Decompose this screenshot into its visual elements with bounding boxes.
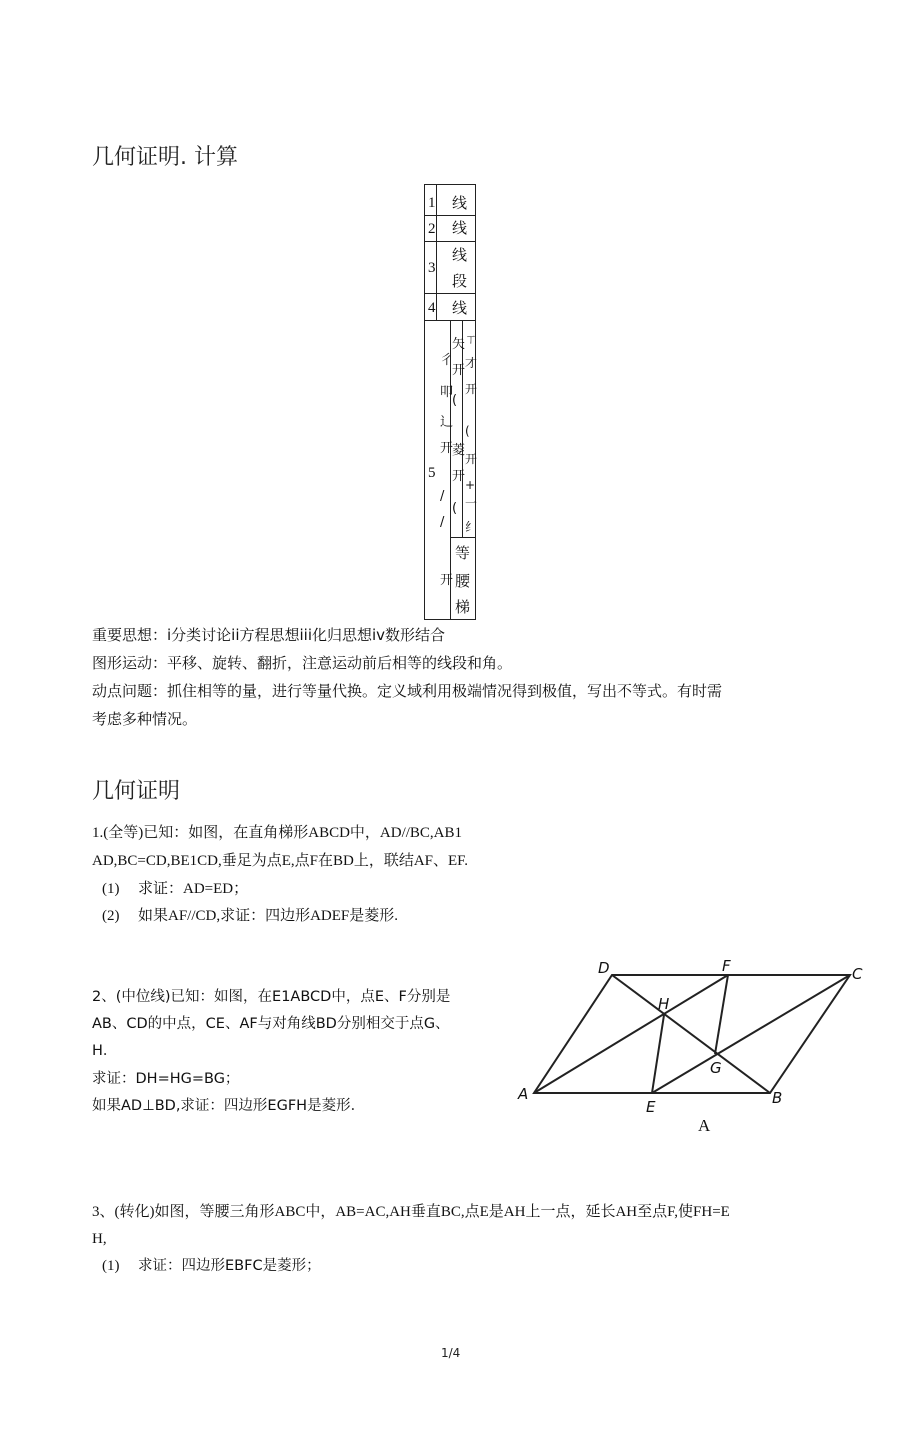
note-line: 图形运动：平移、旋转、翻折，注意运动前后相等的线段和角。 <box>92 654 513 672</box>
q1-line: AD,BC=CD,BE1CD,垂足为点E,点F在BD上，联结AF、EF. <box>92 853 469 869</box>
q3-item-text: 求证：四边形EBFC是菱形； <box>138 1258 321 1274</box>
row-text: 线 <box>452 299 468 317</box>
cell-fragment: + <box>465 478 476 492</box>
q1-line: 1.(全等)已知：如图，在直角梯形ABCD中，AD//BC,AB1 <box>92 825 463 841</box>
q3-item-number: (1) <box>102 1258 120 1274</box>
row-text: 线 <box>452 246 468 264</box>
row-number: 3 <box>428 260 436 276</box>
figure-lines <box>534 975 850 1093</box>
segment-af <box>534 975 728 1093</box>
point-label-f: F <box>722 957 731 975</box>
cell-fragment: 辶 <box>440 415 454 430</box>
q2-line: AB、CD的中点，CE、AF与对角线BD分别相交于点G、 <box>92 1016 450 1032</box>
cell-fragment: / <box>440 489 445 504</box>
point-label-b: B <box>772 1089 783 1107</box>
point-label-a: A <box>518 1085 529 1103</box>
q1-item-number: (2) <box>102 908 120 924</box>
point-label-g: G <box>710 1059 722 1077</box>
cell-fragment: 开 <box>440 441 454 456</box>
row-number: 5 <box>428 465 436 481</box>
row-text: 段 <box>452 272 468 290</box>
q2-line: 2、(中位线)已知：如图，在E1ABCD中，点E、F分别是 <box>92 989 451 1005</box>
cell-fragment: ( <box>452 393 458 408</box>
point-label-e: E <box>646 1098 656 1116</box>
note-line: 动点问题：抓住相等的量，进行等量代换。定义域利用极端情况得到极值，写出不等式。有时需 <box>92 682 723 700</box>
concept-table <box>424 184 476 620</box>
parallelogram-figure <box>510 955 890 1140</box>
q2-line: H． <box>92 1043 118 1059</box>
point-label-d: D <box>598 959 610 977</box>
cell-fragment: 开 <box>440 573 454 588</box>
cell-fragment: 菱 <box>452 443 466 458</box>
point-label-h: H <box>658 995 670 1013</box>
cell-fragment: 叩 <box>440 385 454 400</box>
cell-fragment: 彳 <box>440 353 454 368</box>
page-number: 1/4 <box>441 1346 461 1360</box>
segment-he <box>652 1015 664 1093</box>
cell-fragment: 开 <box>452 363 466 378</box>
cell-fragment: 才 <box>465 356 478 370</box>
note-line: 考虑多种情况。 <box>92 710 198 728</box>
segment-ec <box>652 975 850 1093</box>
q1-item-text: 如果AF//CD,求证：四边形ADEF是菱形. <box>138 908 399 924</box>
q3-line: H, <box>92 1231 107 1247</box>
q2-line: 求证：DH=HG=BG； <box>92 1071 240 1087</box>
cell-fragment: ( <box>452 501 458 516</box>
point-label-c: C <box>852 965 863 983</box>
section-title-calc: 几何证明. 计算 <box>92 145 238 170</box>
cell-text: 腰 <box>455 572 471 590</box>
row-number: 2 <box>428 221 436 237</box>
cell-fragment: / <box>440 515 445 530</box>
table-divider <box>436 184 437 321</box>
figure-caption: A <box>698 1116 711 1135</box>
row-number: 4 <box>428 300 436 316</box>
segment-fg <box>715 975 728 1054</box>
cell-text: 等 <box>455 544 471 562</box>
row-text: 线 <box>452 194 468 212</box>
cell-fragment: 一 <box>465 496 478 510</box>
row-number: 1 <box>428 195 436 211</box>
q1-item-number: (1) <box>102 881 120 897</box>
cell-fragment: 开 <box>452 469 466 484</box>
q2-line: 如果AD⊥BD,求证：四边形EGFH是菱形． <box>92 1098 366 1114</box>
cell-fragment: ( <box>465 424 470 438</box>
cell-fragment: 纟 <box>465 520 478 534</box>
row-text: 线 <box>452 219 468 237</box>
diagonal-bd <box>612 975 770 1093</box>
note-line: 重要思想：i分类讨论ii方程思想iii化归思想iv数形结合 <box>92 626 446 644</box>
cell-text: 梯 <box>455 598 471 616</box>
q3-line: 3、(转化)如图，等腰三角形ABC中，AB=AC,AH垂直BC,点E是AH上一点，延长AH至点F,使FH=E <box>92 1204 730 1220</box>
cell-fragment: 开 <box>465 452 478 466</box>
cell-fragment: 矢 <box>452 337 466 352</box>
cell-fragment: ㄒ <box>465 332 478 346</box>
cell-fragment: 开 <box>465 382 478 396</box>
section-title-proof: 几何证明 <box>92 779 181 804</box>
q1-item-text: 求证：AD=ED； <box>138 881 249 897</box>
